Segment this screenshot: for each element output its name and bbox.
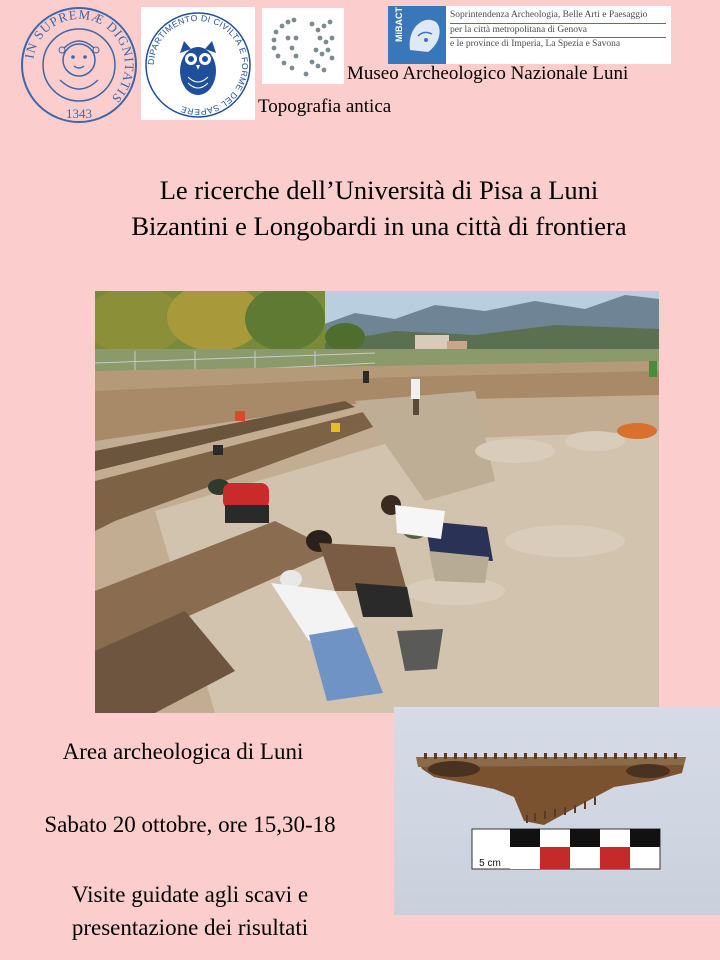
scale-bar bbox=[472, 829, 660, 869]
owl-icon bbox=[180, 41, 216, 95]
scale-label: 5 cm bbox=[479, 858, 501, 869]
mibact-line-3: e le province di Imperia, La Spezia e Savona bbox=[450, 39, 621, 49]
mibact-brand-block bbox=[388, 6, 446, 64]
excavation-photo bbox=[95, 291, 659, 713]
event-location: Area archeologica di Luni bbox=[62, 739, 304, 764]
title-line-1: Le ricerche dell’Università di Pisa a Luni bbox=[159, 175, 599, 205]
title-line-2: Bizantini e Longobardi in una città di frontiera bbox=[131, 211, 627, 241]
seal-motto: IN SUPREMÆ DIGNITATIS bbox=[21, 6, 138, 107]
mosaic-face-logo bbox=[262, 8, 344, 84]
mibact-text bbox=[450, 9, 666, 52]
mibact-brand: MiBACT bbox=[394, 7, 404, 42]
event-activity-line-2: presentazione dei risultati bbox=[71, 915, 309, 940]
seal-year: 1343 bbox=[66, 106, 92, 121]
page-title bbox=[0, 172, 720, 244]
university-seal-logo bbox=[20, 6, 138, 124]
mibact-line-1: Soprintendenza Archeologia, Belle Arti e Paesaggio bbox=[450, 10, 648, 20]
mosaic-face-icon bbox=[262, 8, 344, 84]
event-activity-line-1: Visite guidate agli scavi e bbox=[71, 882, 309, 907]
svg-text:IN SUPREMÆ DIGNITATIS bbox=[21, 7, 137, 107]
event-activity bbox=[0, 878, 385, 944]
museum-name: Museo Archeologico Nazionale Luni bbox=[347, 63, 629, 84]
department-logo bbox=[141, 7, 255, 120]
mibact-logo bbox=[388, 6, 671, 64]
comb-fragment bbox=[416, 753, 686, 825]
artifact-photo bbox=[394, 707, 720, 915]
event-datetime: Sabato 20 ottobre, ore 15,30-18 bbox=[44, 812, 336, 837]
department-name: DIPARTIMENTO DI CIVILTÀ E FORME DEL SAPERE bbox=[145, 12, 251, 118]
course-name: Topografia antica bbox=[258, 96, 392, 117]
mibact-line-2: per la città metropolitana di Genova bbox=[450, 24, 587, 35]
